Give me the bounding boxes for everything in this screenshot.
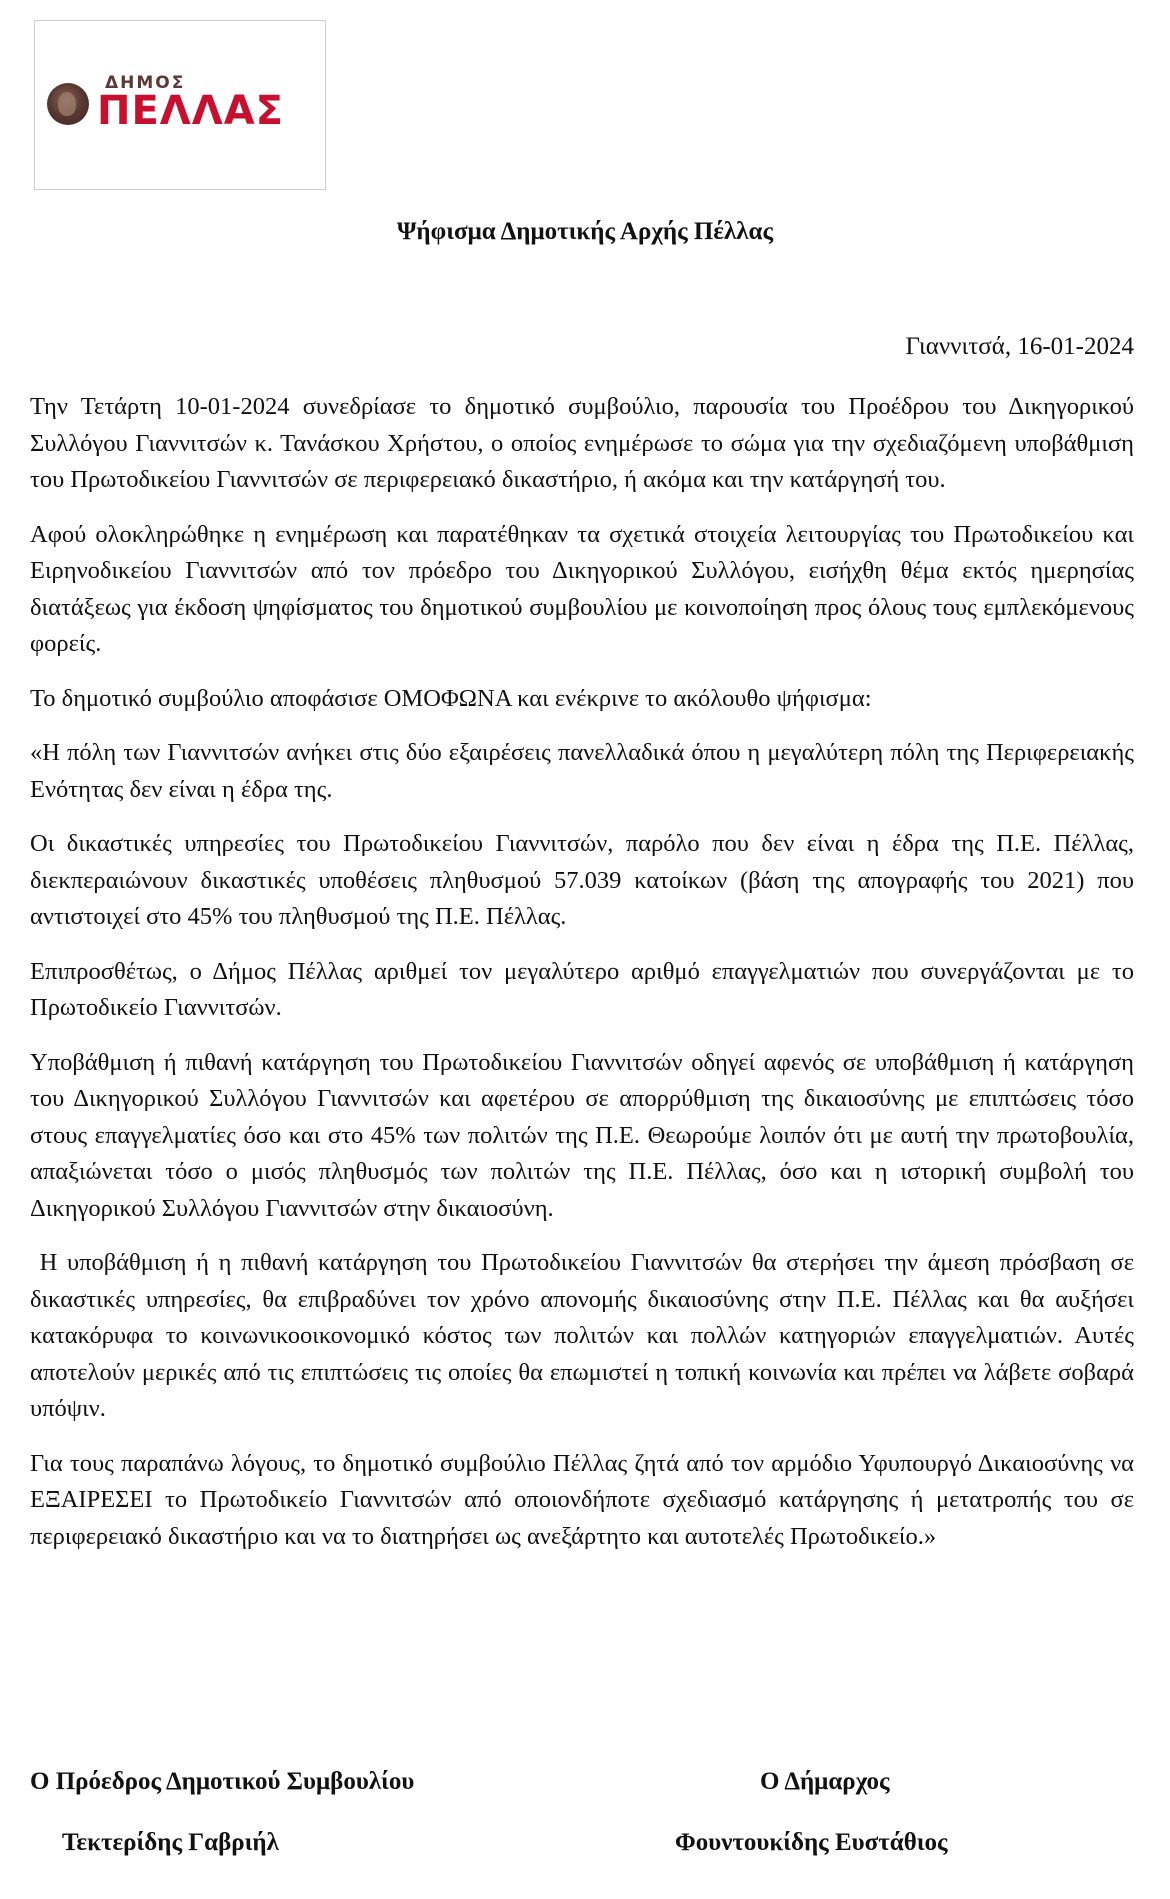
paragraph: «Η πόλη των Γιαννιτσών ανήκει στις δύο εξαιρέσεις πανελλαδικά όπου η μεγαλύτερη πόλη της Περιφερειακής Ενότητας δεν είναι η έδρα της.	[30, 739, 1134, 803]
paragraph: Οι δικαστικές υπηρεσίες του Πρωτοδικείου Γιαννιτσών, παρόλο που δεν είναι η έδρα της Π.Ε. Πέλλας, διεκπεραιώνουν δικαστικές υποθέσεις πληθυσμού 57.039 κατοίκων (βάση της απογραφής του 2021) που αντιστοιχεί στο 45% του πληθυσμού της Π.Ε. Πέλλας.	[30, 830, 1134, 930]
document-date: Γιαννιτσά, 16-01-2024	[905, 333, 1134, 360]
signature-right-role: Ο Δήμαρχος	[760, 1768, 890, 1795]
ancient-head-emblem-icon	[47, 83, 89, 125]
paragraph: Την Τετάρτη 10-01-2024 συνεδρίασε το δημοτικό συμβούλιο, παρουσία του Προέδρου του Δικηγορικού Συλλόγου Γιαννιτσών κ. Τανάσκου Χρήστου, ο οποίος ενημέρωσε το σώμα για την σχεδιαζόμενη υποβάθμιση του Πρωτοδικείου Γιαννιτσών σε περιφερειακό δικαστήριο, ή ακόμα και την κατάργησή του.	[30, 393, 1134, 493]
logo-text-pellas: ΠΕΛΛΑΣ	[97, 88, 284, 134]
logo-text-dimos: ΔΗΜΟΣ	[105, 73, 186, 93]
document-body	[30, 389, 1141, 1573]
paragraph: Το δημοτικό συμβούλιο αποφάσισε ΟΜΟΦΩΝΑ και ενέκρινε το ακόλουθο ψήφισμα:	[30, 684, 872, 712]
municipality-logo	[34, 20, 326, 190]
paragraph: Υποβάθμιση ή πιθανή κατάργηση του Πρωτοδικείου Γιαννιτσών οδηγεί αφενός σε υποβάθμιση ή κατάργηση του Δικηγορικού Συλλόγου Γιαννιτσών και αφετέρου σε απορρύθμιση της δικαιοσύνης με επιπτώσεις τόσο στους επαγγελματίες όσο και στο 45% των πολιτών της Π.Ε. Θεωρούμε λοιπόν ότι με αυτή την πρωτοβουλία, απαξιώνεται τόσο ο μισός πληθυσμός των πολιτών της Π.Ε. Πέλλας, όσο και η ιστορική συμβολή του Δικηγορικού Συλλόγου Γιαννιτσών στην δικαιοσύνη.	[30, 1048, 1134, 1222]
signature-right-name: Φουντουκίδης Ευστάθιος	[675, 1829, 948, 1856]
paragraph: Αφού ολοκληρώθηκε η ενημέρωση και παρατέθηκαν τα σχετικά στοιχεία λειτουργίας του Πρωτοδικείου και Ειρηνοδικείου Γιαννιτσών από τον πρόεδρο του Δικηγορικού Συλλόγου, εισήχθη θέμα εκτός ημερησίας διατάξεως για έκδοση ψηφίσματος του δημοτικού συμβουλίου με κοινοποίηση προς όλους τους εμπλεκόμενους φορείς.	[30, 520, 1134, 657]
paragraph: Επιπροσθέτως, ο Δήμος Πέλλας αριθμεί τον μεγαλύτερο αριθμό επαγγελματιών που συνεργάζονται με το Πρωτοδικείο Γιαννιτσών.	[30, 957, 1134, 1021]
paragraph: Η υποβάθμιση ή η πιθανή κατάργηση του Πρωτοδικείου Γιαννιτσών θα στερήσει την άμεση πρόσβαση σε δικαστικές υπηρεσίες, θα επιβραδύνει τον χρόνο απονομής δικαιοσύνης στην Π.Ε. Πέλλας και θα αυξήσει κατακόρυφα το κοινωνικοοικονομικό κόστος των πολιτών και πολλών κατηγοριών επαγγελματιών. Αυτές αποτελούν μερικές από τις επιπτώσεις τις οποίες θα επωμιστεί η τοπική κοινωνία και πρέπει να λάβετε σοβαρά υπόψιν.	[30, 1249, 1141, 1422]
signature-left-role: Ο Πρόεδρος Δημοτικού Συμβουλίου	[30, 1768, 415, 1795]
signature-left-name: Τεκτερίδης Γαβριήλ	[62, 1829, 279, 1856]
paragraph: Για τους παραπάνω λόγους, το δημοτικό συμβούλιο Πέλλας ζητά από τον αρμόδιο Υφυπουργό Δικαιοσύνης να ΕΞΑΙΡΕΣΕΙ το Πρωτοδικείο Γιαννιτσών από οποιονδήποτε σχεδιασμό κατάργησης ή μετατροπής του σε περιφερειακό δικαστήριο και να το διατηρήσει ως ανεξάρτητο και αυτοτελές Πρωτοδικείο.»	[30, 1449, 1134, 1550]
document-title: Ψήφισμα Δημοτικής Αρχής Πέλλας	[396, 218, 774, 245]
